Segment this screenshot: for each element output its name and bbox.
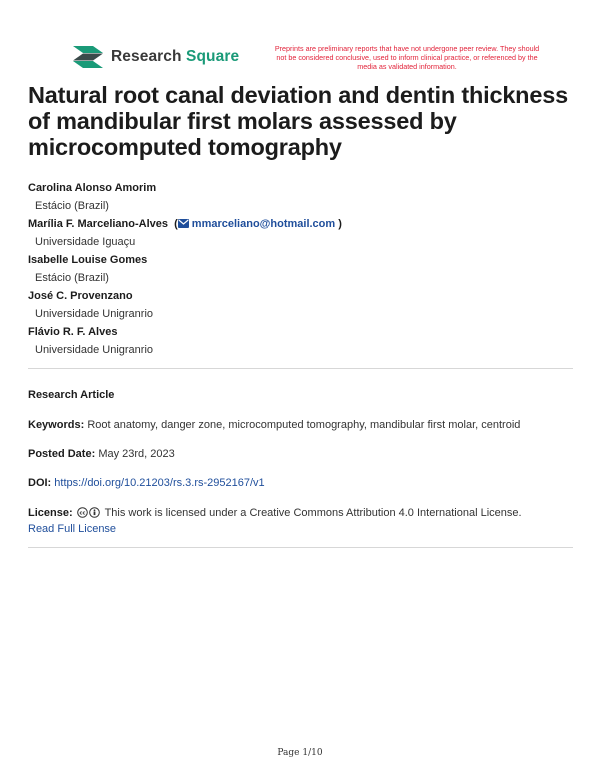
posted-date-line bbox=[28, 446, 175, 462]
brand-name bbox=[111, 48, 239, 66]
license-text: This work is licensed under a Creative Commons Attribution 4.0 International License. bbox=[104, 507, 522, 519]
author-affiliation: Estácio (Brazil) bbox=[35, 200, 109, 212]
envelope-icon bbox=[178, 216, 189, 234]
author-affiliation: Universidade Unigranrio bbox=[35, 344, 154, 356]
divider bbox=[28, 547, 573, 548]
posted-date-value: May 23rd, 2023 bbox=[98, 448, 175, 460]
author-name-line: Marília F. Marceliano-Alves ( mmarceliano@hotmail.com ) bbox=[28, 215, 342, 233]
author-name: Carolina Alonso Amorim bbox=[28, 182, 157, 194]
cc-by-icon bbox=[89, 507, 100, 518]
keywords-label: Keywords: bbox=[28, 419, 85, 431]
license-label: License: bbox=[28, 507, 73, 519]
author-entry bbox=[28, 323, 342, 359]
doi-label: DOI: bbox=[28, 477, 52, 489]
author-name: José C. Provenzano bbox=[28, 290, 133, 302]
article-type bbox=[28, 387, 114, 403]
author-name: Isabelle Louise Gomes bbox=[28, 254, 148, 266]
author-list bbox=[28, 179, 342, 359]
doi-line bbox=[28, 475, 265, 491]
research-square-logo[interactable] bbox=[73, 46, 239, 68]
posted-date-label: Posted Date: bbox=[28, 448, 96, 460]
keywords-line bbox=[28, 417, 520, 433]
doi-link[interactable]: https://doi.org/10.21203/rs.3.rs-2952167/v1 bbox=[54, 477, 265, 489]
license-block bbox=[28, 505, 573, 537]
brand-name-part1: Research bbox=[111, 48, 182, 65]
author-entry bbox=[28, 179, 342, 215]
author-affiliation: Universidade Iguaçu bbox=[35, 236, 136, 248]
divider bbox=[28, 368, 573, 369]
svg-text:cc: cc bbox=[79, 510, 86, 517]
author-affiliation: Estácio (Brazil) bbox=[35, 272, 109, 284]
author-name: Flávio R. F. Alves bbox=[28, 326, 118, 338]
paper-title: Natural root canal deviation and dentin thickness of mandibular first molars assessed by microcomputed tomography bbox=[28, 82, 568, 160]
cc-icon bbox=[77, 507, 88, 518]
page-number: Page 1/10 bbox=[277, 748, 323, 758]
author-affiliation: Universidade Unigranrio bbox=[35, 308, 154, 320]
preprint-notice: Preprints are preliminary reports that have not undergone peer review. They should not be considered conclusive, used to inform clinical practice, or referenced by the media as validated information. bbox=[274, 44, 540, 71]
author-email-link[interactable]: mmarceliano@hotmail.com bbox=[191, 218, 336, 230]
author-entry bbox=[28, 215, 342, 251]
brand-name-part2: Square bbox=[186, 48, 240, 65]
article-type-label: Research Article bbox=[28, 389, 115, 401]
cc-icons bbox=[77, 507, 100, 518]
author-entry bbox=[28, 287, 342, 323]
keywords-value: Root anatomy, danger zone, microcomputed tomography, mandibular first molar, centroid bbox=[87, 419, 521, 431]
research-square-logo-icon bbox=[73, 46, 103, 68]
author-name: Marília F. Marceliano-Alves bbox=[28, 218, 168, 230]
read-full-license-link[interactable]: Read Full License bbox=[28, 523, 117, 535]
author-entry bbox=[28, 251, 342, 287]
